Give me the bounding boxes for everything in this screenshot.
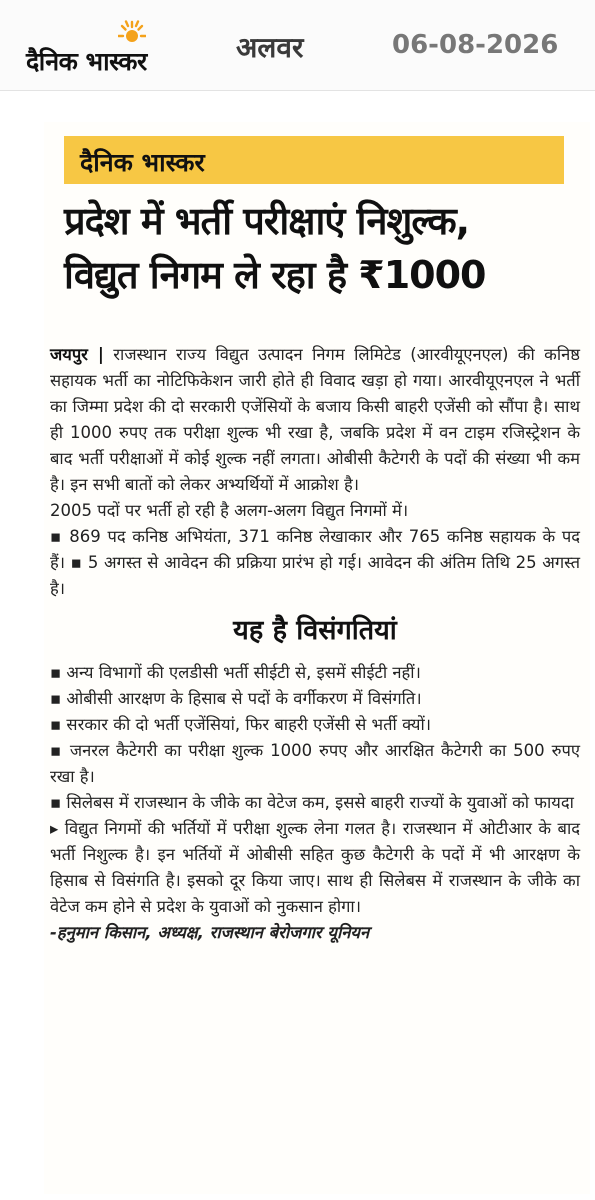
masthead-text: दैनिक भास्कर [80,148,205,177]
list-item: ▪ अन्य विभागों की एलडीसी भर्ती सीईटी से, इसमें सीईटी नहीं। [50,663,421,682]
masthead-banner [64,136,564,184]
lead-paragraph [50,342,580,498]
edition-date: 06-08-2026 [392,30,559,60]
headline [64,194,574,302]
article-body [50,342,580,946]
headline-line-1: प्रदेश में भर्ती परीक्षाएं निशुल्क, [64,199,470,243]
dateline: जयपुर | [50,345,104,364]
subheading: यह है विसंगतियां [233,615,397,646]
news-clipping [44,122,590,1194]
details-paragraph: ▪ 869 पद कनिष्ठ अभियंता, 371 कनिष्ठ लेखाकार और 765 कनिष्ठ सहायक के पद हैं। ▪ 5 अगस्त से आवेदन की प्रक्रिया प्रारंभ हो गई। आवेदन की अंतिम तिथि 25 अगस्त है। [50,527,580,598]
list-item: ▪ सरकार की दो भर्ती एजेंसियां, फिर बाहरी एजेंसी से भर्ती क्यों। [50,715,431,734]
list-item: ▪ ओबीसी आरक्षण के हिसाब से पदों के वर्गीकरण में विसंगति। [50,689,422,708]
quote-paragraph: ▸ विद्युत निगमों की भर्तियों में परीक्षा शुल्क लेना गलत है। राजस्थान में ओटीआर के बाद भर्ती निशुल्क है। इन भर्तियों में ओबीसी सहित कुछ कैटेगरी के पदों में भी आरक्षण के हिसाब से विसंगति है। इसको दूर किया जाए। साथ ही सिलेबस में राजस्थान के जीके का वेटेज कम होने से प्रदेश के युवाओं को नुकसान होगा। [50,819,580,916]
brand-logo [26,14,196,76]
lead-text: राजस्थान राज्य विद्युत उत्पादन निगम लिमिटेड (आरवीयूएनएल) की कनिष्ठ सहायक भर्ती का नोटिफिकेशन जारी होते ही विवाद खड़ा हो गया। आरवीयूएनएल ने भर्ती का जिम्मा प्रदेश की दो सरकारी एजेंसियों के बजाय किसी बाहरी एजेंसी को सौंपा है। साथ ही 1000 रुपए तक परीक्षा शुल्क भी रखा है, जबकि प्रदेश में वन टाइम रजिस्ट्रेशन के बाद भर्ती परीक्षाओं में कोई शुल्क नहीं लगता। ओबीसी कैटेगरी के पदों की संख्या भी कम है। इन सभी बातों को लेकर अभ्यर्थियों में आक्रोश है। [50,345,580,494]
list-item: ▪ जनरल कैटेगरी का परीक्षा शुल्क 1000 रुपए और आरक्षित कैटेगरी का 500 रुपए रखा है। [50,741,580,786]
top-bar [0,0,595,91]
list-item: ▪ सिलेबस में राजस्थान के जीके का वेटेज कम, इससे बाहरी राज्यों के युवाओं को फायदा [50,793,574,812]
posts-paragraph: 2005 पदों पर भर्ती हो रही है अलग-अलग विद्युत निगमों में। [50,501,409,520]
brand-name: दैनिक भास्कर [26,47,147,76]
quote-signature: -हनुमान किसान, अध्यक्ष, राजस्थान बेरोजगार यूनियन [50,923,370,942]
edition-city: अलवर [236,31,304,64]
headline-line-2: विद्युत निगम ले रहा है ₹1000 [64,253,486,297]
